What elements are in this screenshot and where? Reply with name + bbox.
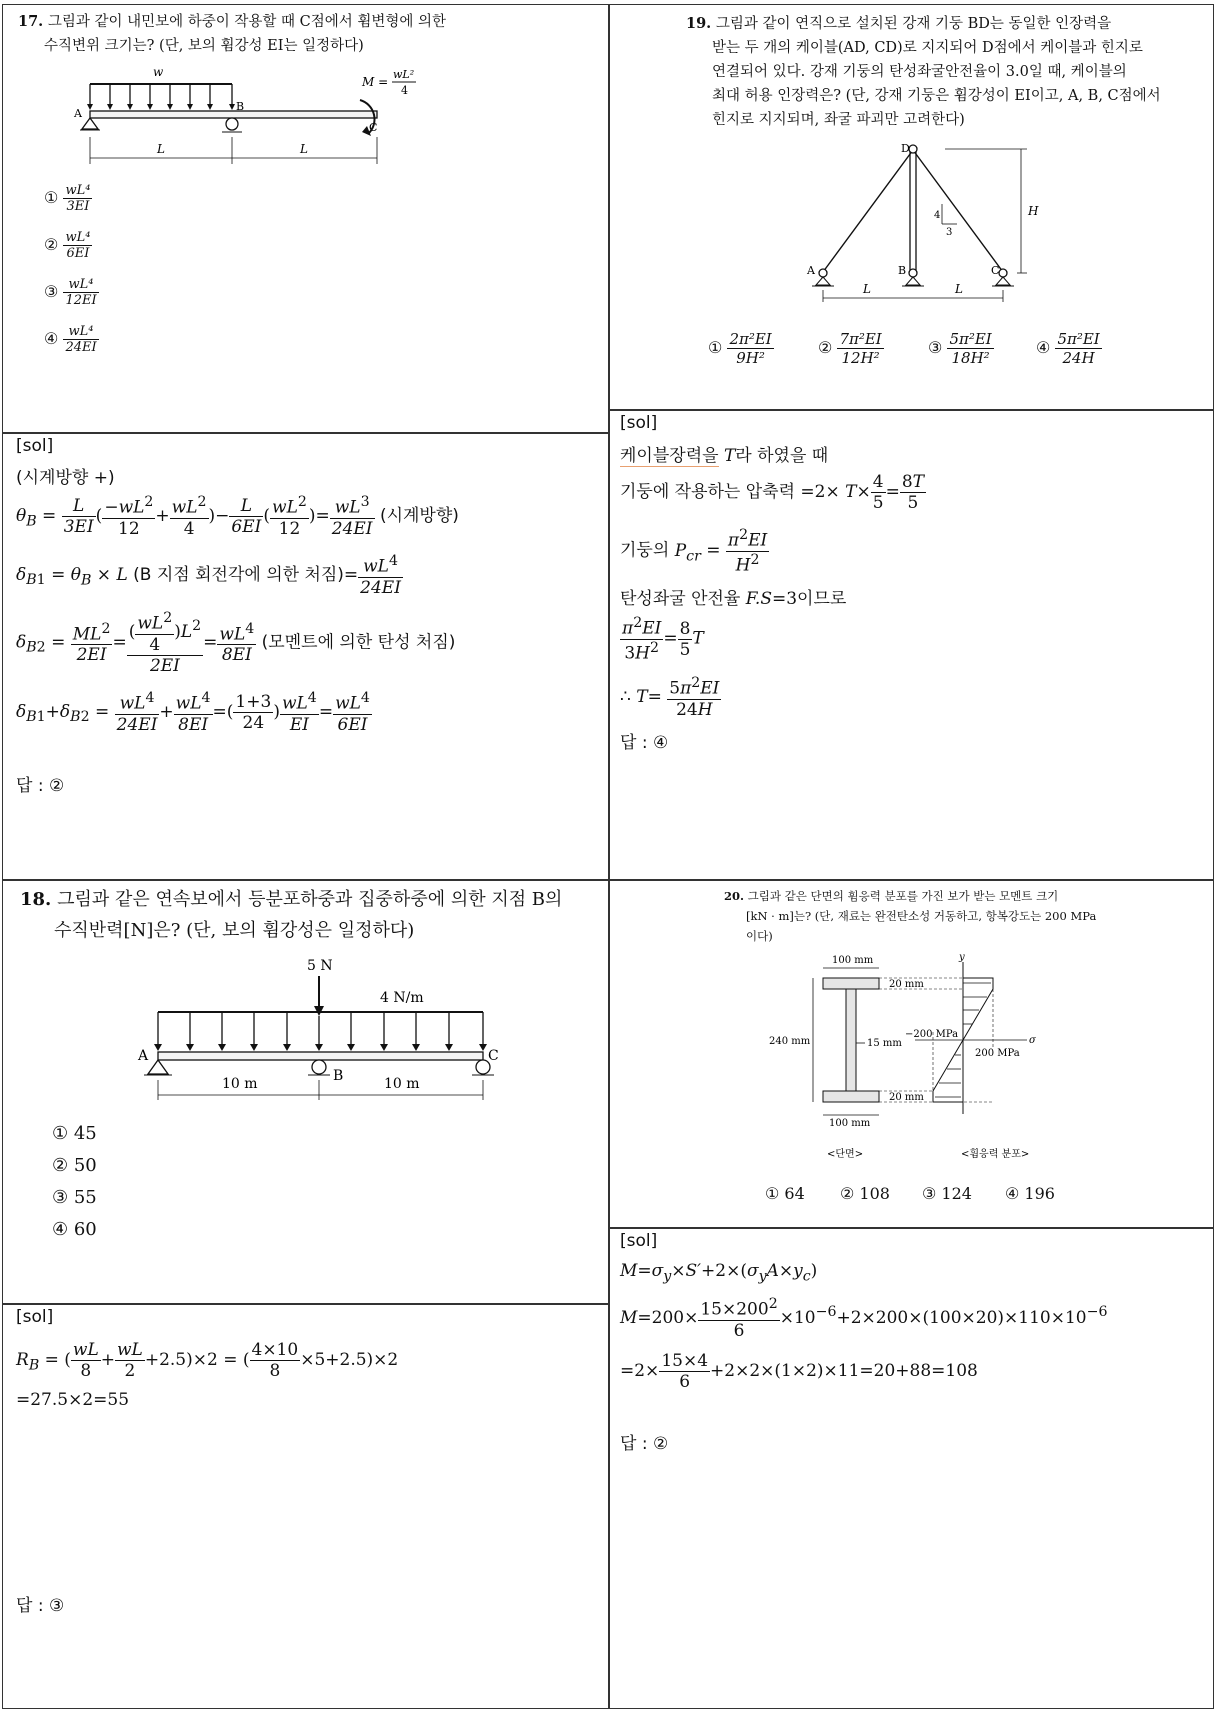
sol17-theta-b: $\theta_B$ = $\frac{L}{3EI}$ ( $\frac{-wL^2}{12}$ + $\frac{wL^2}{4}$ )− $\frac{L}{6EI}$ ( $\frac{wL^2}{12}$ )= $\frac{wL^3}{24EI}$ (시계방향) [16, 494, 459, 539]
q17-choice-2[interactable]: ② $\frac{\text{wL⁴}}{6EI}$ [44, 230, 91, 261]
q20-choice-1[interactable]: ① 64 [765, 1184, 805, 1203]
q19-fig-l2: L [955, 282, 963, 296]
q20-number: 20. [724, 889, 745, 903]
q19-fig-a: A [807, 264, 815, 277]
q20-fig-wbot: 100 mm [829, 1118, 871, 1129]
sol20-answer: 답 : ② [620, 1434, 669, 1454]
q20-fig-y: y [959, 952, 965, 963]
q19-choice-4[interactable]: ④ $\frac{\text{5π²EI}}{24H}$ [1036, 330, 1100, 367]
sol19-line2: 기둥에 작용하는 압축력 =2× T× $\frac{4}{5}$ = $\frac{8T}{5}$ [620, 472, 924, 513]
q18-fig-c: C [488, 1048, 499, 1064]
q20-fig-h: 240 mm [769, 1036, 811, 1047]
q20-fig-spos: 200 MPa [975, 1048, 1020, 1059]
q17-fig-m-den: 4 [401, 84, 408, 97]
sol17-theta-note: (시계방향) [379, 505, 459, 526]
sol19-line4: 탄성좌굴 안전율 F.S=3이므로 [620, 589, 847, 609]
sol17-label: [sol] [16, 436, 54, 456]
q17-choice-1[interactable]: ① $\frac{\text{wL⁴}}{3EI}$ [44, 183, 91, 214]
q19-choice-2[interactable]: ② $\frac{\text{7π²EI}}{\text{12H²}}$ [818, 330, 882, 367]
sol17-delta-b2: $\delta_{B2}$ = $\frac{ML^2}{2EI}$ = ( $\frac{wL^2}{4}$ )$L^2$ 2EI = $\frac{wL^4}{8EI}$ (모멘트에 의한 탄성 처짐) [16, 610, 456, 676]
q19-fig-h: H [1028, 204, 1039, 218]
q20-fig-sigma: σ [1029, 1035, 1036, 1046]
sol18-line2: =27.5×2=55 [16, 1390, 130, 1410]
q19-text-line2: 받는 두 개의 케이블(AD, CD)로 지지되어 D점에서 케이블과 힌지로 [712, 40, 1143, 56]
sol17-answer: 답 : ② [16, 776, 65, 796]
q20-fig-cap2: <휨응력 분포> [961, 1149, 1030, 1160]
sol17-sum: $\delta_{B1}+\delta_{B2}$ = $\frac{wL^4}{24EI}$ + $\frac{wL^4}{8EI}$ =( $\frac{1+3}{24}$ ) $\frac{wL^4}{EI}$ = $\frac{wL^4}{6EI}$ [16, 690, 370, 735]
q20-text-line1: 20. 그림과 같은 단면의 휨응력 분포를 가진 보가 받는 모멘트 크기 [724, 889, 1059, 903]
q18-fig-w: 4 N/m [380, 990, 424, 1006]
sol17-delta-b1: $\delta_{B1} = \theta_B \times L$ (B 지점 회전각에 의한 처짐)= $\frac{wL^4}{24EI}$ [16, 553, 401, 598]
q18-choice-3[interactable]: ③ 55 [52, 1187, 97, 1208]
q18-fig-p: 5 N [307, 958, 333, 974]
q18-question [20, 884, 600, 946]
q20-choice-4[interactable]: ④ 196 [1005, 1184, 1055, 1203]
q17-question [18, 10, 598, 58]
row-divider [608, 409, 1214, 411]
q18-fig-a: A [138, 1048, 149, 1064]
q17-fig-m-num: wL² [393, 68, 415, 81]
sol19-line3: 기둥의 $P_{cr}$ = $\frac{\pi^2EI}{H^2}$ [620, 527, 768, 576]
q20-text-line2: [kN · m]는? (단, 재료는 완전탄소성 거동하고, 항복강도는 200 MPa [746, 909, 1097, 923]
q20-question [724, 886, 1204, 946]
q18-number: 18. [20, 889, 52, 910]
sol18-line1: $R_B$ = ( $\frac{wL}{8}$ + $\frac{wL}{2}$ +2.5)×2 = ( $\frac{4\times 10}{8}$ ×5+2.5)×2 [16, 1340, 399, 1381]
q17-beam-figure [60, 62, 440, 177]
sol19-line1: 케이블장력을 T라 하였을 때 [620, 446, 829, 466]
q20-text-line3: 이다) [746, 929, 773, 943]
sol17-line1: (시계방향 +) [16, 468, 115, 488]
q18-choice-2[interactable]: ② 50 [52, 1155, 97, 1176]
q18-fig-b: B [333, 1068, 344, 1084]
q19-choice-3[interactable]: ③ $\frac{\text{5π²EI}}{\text{18H²}}$ [928, 330, 992, 367]
q18-fig-l1: 10 m [222, 1076, 258, 1092]
q17-fig-c: C [369, 121, 378, 134]
q18-beam-figure [130, 952, 510, 1102]
q18-text-line2: 수직반력[N]은? (단, 보의 휨강성은 일정하다) [54, 920, 415, 941]
row-divider [2, 432, 609, 434]
q19-fig-b: B [898, 264, 907, 277]
row-divider [2, 879, 1214, 881]
sol18-label: [sol] [16, 1307, 54, 1327]
sol19-label: [sol] [620, 413, 658, 433]
q19-number: 19. [686, 15, 712, 32]
q20-fig-tbot: 20 mm [889, 1092, 924, 1103]
sol20-line3: =2× $\frac{15\times 4}{6}$ +2×2×(1×2)×11=20+88=108 [620, 1351, 978, 1392]
sol19-line5: $\frac{\pi^2EI}{3H^2}$ = $\frac{8}{5}$ T [622, 615, 704, 664]
q17-fig-m: M = [362, 75, 389, 89]
q17-text-line2: 수직변위 크기는? (단, 보의 휨강성 EI는 일정하다) [44, 38, 364, 54]
q19-fig-r3: 3 [946, 227, 953, 238]
column-divider [608, 4, 610, 1709]
q20-choice-3[interactable]: ③ 124 [922, 1184, 972, 1203]
q18-choice-1[interactable]: ① 45 [52, 1123, 97, 1144]
sol20-label: [sol] [620, 1231, 658, 1251]
sol18-answer: 답 : ③ [16, 1596, 65, 1616]
q17-fig-a: A [74, 107, 82, 120]
q19-fig-l1: L [863, 282, 871, 296]
q17-number: 17. [18, 13, 44, 30]
q19-text-line4: 최대 허용 인장력은? (단, 강재 기둥은 휨강성이 EI이고, A, B, C점에서 [712, 88, 1161, 104]
sol20-line1: $M=\sigma_y\times S'+2\times(\sigma_yA\times y_c)$ [620, 1261, 818, 1285]
q20-choice-2[interactable]: ② 108 [840, 1184, 890, 1203]
q17-choice-4[interactable]: ④ $\frac{\text{wL⁴}}{24EI}$ [44, 324, 97, 355]
q19-question [686, 12, 1206, 132]
q20-fig-ttop: 20 mm [889, 979, 924, 990]
sol20-line2: M=200× $\frac{15\times 200^2}{6}$ $\times 10^{-6}+2\times 200\times(100\times 20)\times 110\times 10^{-6}$ [620, 1296, 1108, 1341]
q19-text-line3: 연결되어 있다. 강재 기둥의 탄성좌굴안전율이 3.0일 때, 케이블의 [712, 64, 1127, 80]
q18-fig-l2: 10 m [384, 1076, 420, 1092]
sol19-line6: ∴ T= $\frac{5\pi^2EI}{24H}$ [620, 675, 720, 720]
sol19-answer: 답 : ④ [620, 733, 669, 753]
q20-fig-tw: 15 mm [867, 1038, 902, 1049]
q18-choice-4[interactable]: ④ 60 [52, 1219, 97, 1240]
q20-fig-wtop: 100 mm [832, 955, 874, 966]
q18-text-line1: 18. 그림과 같은 연속보에서 등분포하중과 집중하중에 의한 지점 B의 [20, 889, 563, 910]
q19-text-line1: 19. 그림과 같이 연직으로 설치된 강재 기둥 BD는 동일한 인장력을 [686, 15, 1112, 32]
q19-fig-c: C [991, 264, 1000, 277]
row-divider [2, 1303, 609, 1305]
q19-fig-r4: 4 [934, 210, 941, 221]
q17-fig-l2: L [300, 142, 308, 156]
q17-choice-3[interactable]: ③ $\frac{\text{wL⁴}}{12EI}$ [44, 277, 97, 308]
q20-fig-cap1: <단면> [827, 1149, 864, 1160]
q19-choice-1[interactable]: ① $\frac{\text{2π²EI}}{\text{9H²}}$ [708, 330, 772, 367]
q17-fig-l1: L [157, 142, 165, 156]
q19-fig-d: D [901, 142, 910, 155]
q20-section-figure [765, 952, 1075, 1172]
q20-fig-sneg: −200 MPa [905, 1029, 959, 1040]
q17-text-line1: 17. 그림과 같이 내민보에 하중이 작용할 때 C점에서 휨변형에 의한 [18, 13, 446, 30]
q17-fig-w: w [153, 65, 164, 79]
q19-column-figure [795, 140, 1055, 310]
q19-text-line5: 힌지로 지지되며, 좌굴 파괴만 고려한다) [712, 112, 965, 128]
q17-fig-b: B [236, 100, 245, 113]
row-divider [608, 1227, 1214, 1229]
